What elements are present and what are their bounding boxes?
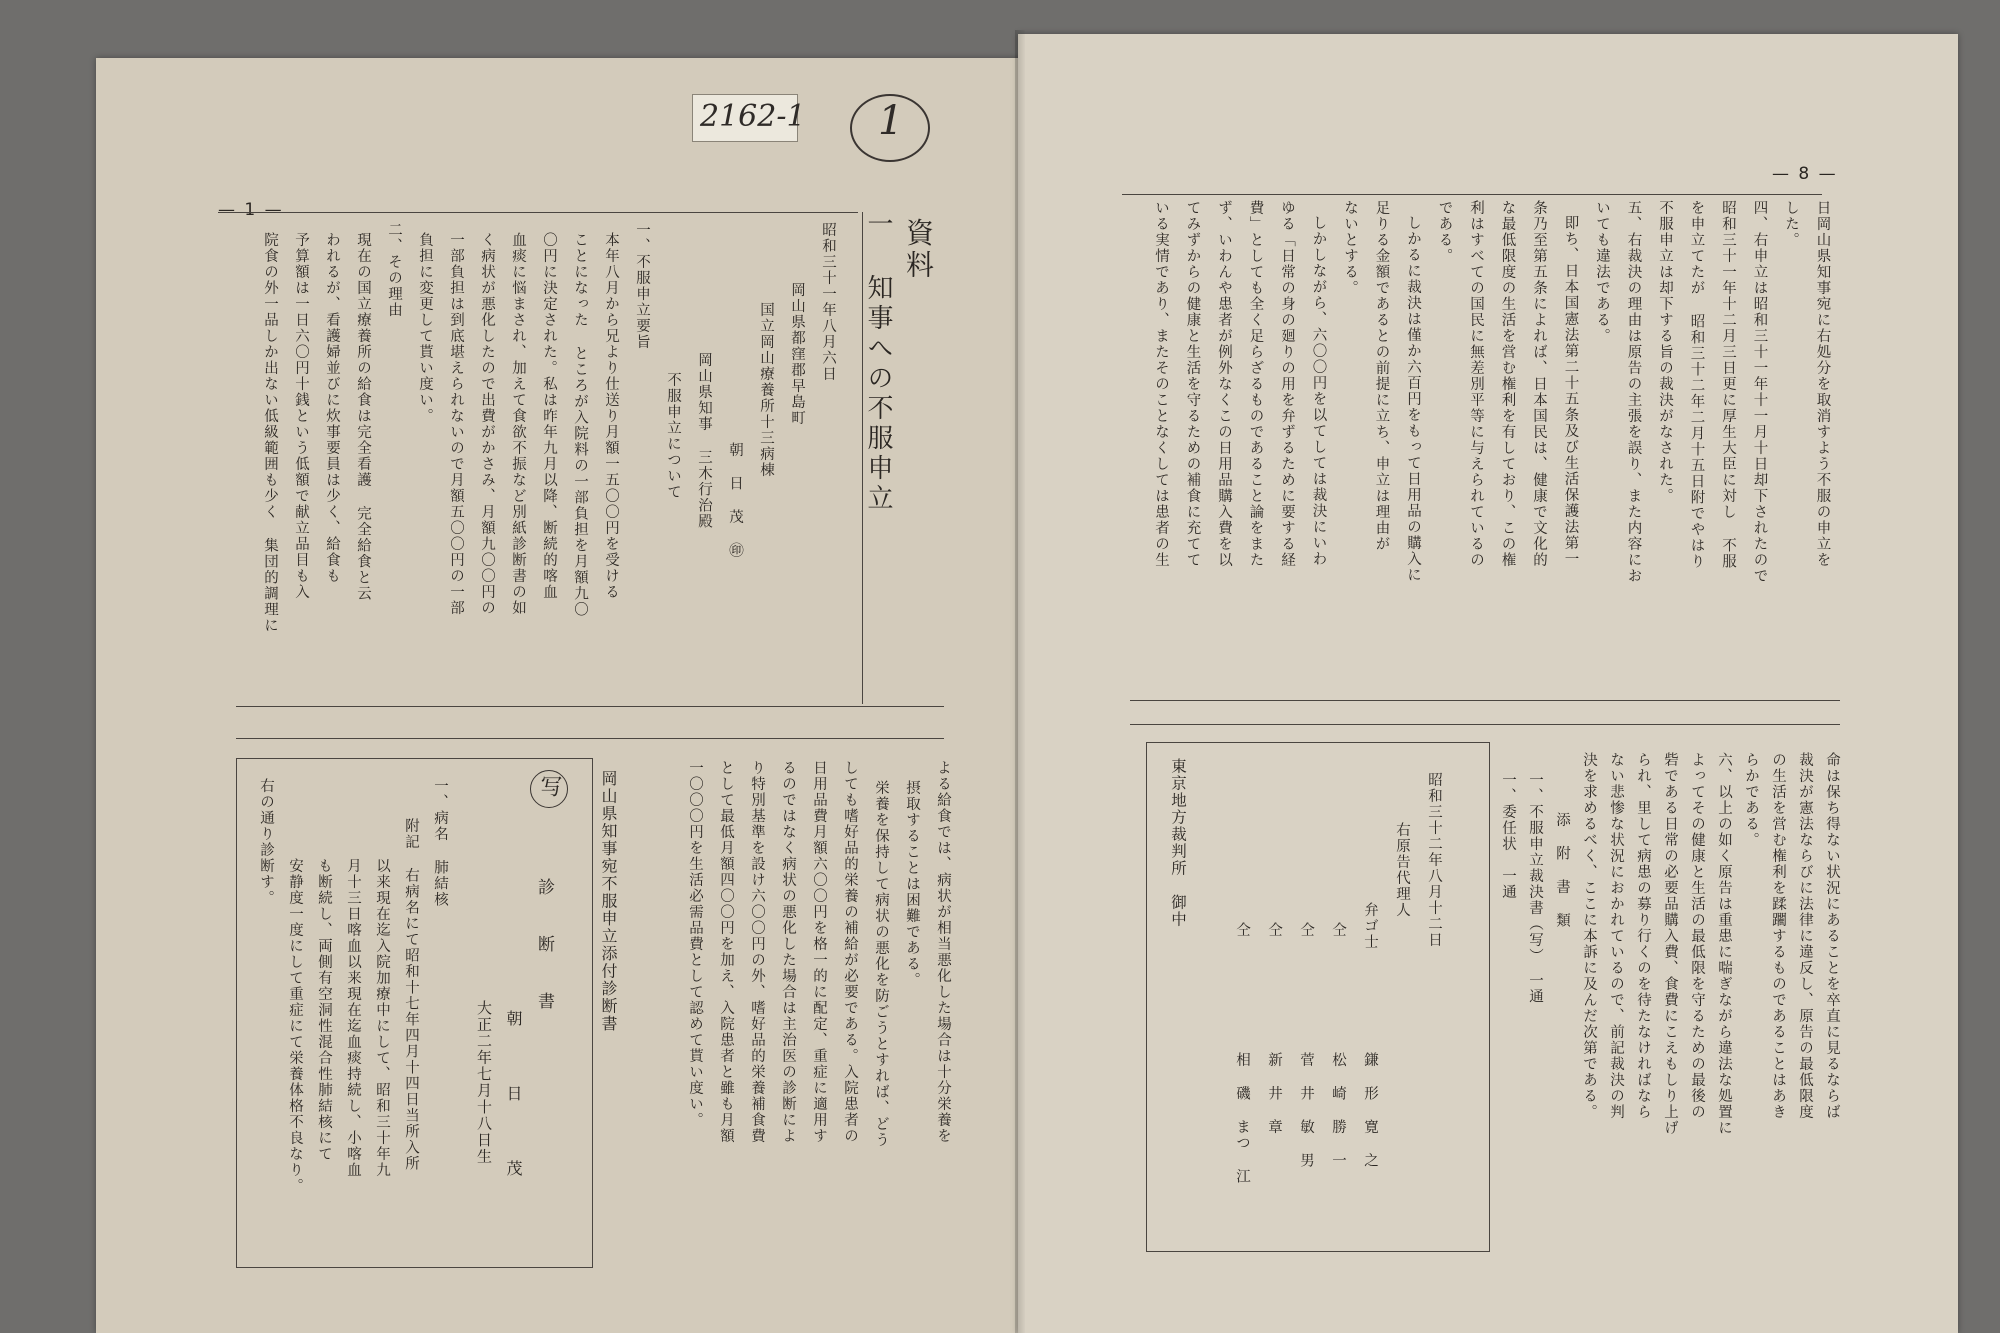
diagnosis-line: 一、病名 肺結核 xyxy=(432,778,448,908)
right-bottom-line: 裁決が憲法ならびに法律に違反し、原告の最低限度 xyxy=(1797,752,1813,1120)
diagnosis-line: 以来現在迄入院加療中にして、昭和三十年九 xyxy=(374,858,390,1178)
right-top-line: 不服申立は却下する旨の裁決がなされた。 xyxy=(1657,200,1673,504)
lawyer-name: 鎌 形 寛 之 xyxy=(1362,1052,1378,1169)
letter-line: 一部負担は到底堪えられないので月額五〇〇円の一部 xyxy=(448,232,464,616)
right-top-line: いても違法である。 xyxy=(1594,200,1610,344)
letter-cont-line: 日用品費月額六〇〇円を格一的に配定、重症に適用す xyxy=(811,760,827,1144)
letter-cont-line: よる給食では、病状が相当悪化した場合は十分栄養を xyxy=(935,760,951,1144)
letter-line: 国立岡山療養所十三病棟 xyxy=(758,302,774,478)
diagnosis-line: 安静度一度にして重症にて栄養体格不良なり。 xyxy=(287,858,303,1194)
right-bottom-block xyxy=(1500,752,1845,1252)
archive-number: 2162-1 xyxy=(700,99,806,134)
ditto-mark: 仝 xyxy=(1266,922,1282,938)
letter-cont-line: るのではなく病状の悪化した場合は主治医の診断によ xyxy=(780,760,796,1144)
right-bottom-line: らかである。 xyxy=(1743,752,1759,848)
letter-line: 岡山県知事 三木行治殿 xyxy=(696,352,712,530)
right-top-line: な最低限度の生活を営む権利を有しており、この権 xyxy=(1499,200,1516,568)
right-bottom-line: られ、里して病患の募り行くのを待たなければなら xyxy=(1635,752,1651,1120)
diagnosis-line: も断続し、両側有空洞性混合性肺結核にて xyxy=(316,858,332,1162)
signature-block xyxy=(1160,752,1480,1242)
letter-line: 予算額は一日六〇円十銭という低額で献立品目も入 xyxy=(293,232,309,600)
diagnosis-line: 月十三日喀血以来現在迄血痰持続し、小喀血 xyxy=(345,858,361,1178)
right-top-line: である。 xyxy=(1436,200,1453,264)
page-fold xyxy=(1015,30,1025,1333)
lawyer-name: 松 崎 勝 一 xyxy=(1330,1052,1346,1169)
letter-line: 一、不服申立要旨 xyxy=(634,222,650,350)
lawyer-title: 弁ゴ士 xyxy=(1362,902,1378,950)
letter-line: われるが、看護婦並びに炊事要員は少く、給食も xyxy=(324,232,340,584)
letter-cont-line: 一〇〇〇円を生活必需品費として認めて貰い度い。 xyxy=(687,760,703,1128)
right-top-line: 昭和三十一年十二月三日更に厚生大臣に対し 不服 xyxy=(1720,200,1736,570)
letter-line: 不服申立について xyxy=(665,372,681,500)
right-bottom-line: 一、不服申立裁決書（写） 一通 xyxy=(1527,772,1543,1005)
diagnosis-lines xyxy=(245,778,455,1258)
signature-date: 昭和三十二年八月十二日 xyxy=(1426,772,1442,948)
right-top-rule xyxy=(1122,194,1822,195)
letter-line: 岡山県都窪郡早島町 xyxy=(789,282,805,426)
ditto-mark: 仝 xyxy=(1298,922,1314,938)
right-top-line: を申立てたが 昭和三十二年二月十五日附でやはり xyxy=(1688,200,1705,570)
right-bottom-line: 一、委任状 一通 xyxy=(1500,772,1516,900)
right-top-line: 利はすべての国民に無差別平等に与えられているの xyxy=(1468,200,1484,568)
right-top-line: 日岡山県知事宛に右処分を取消すよう不服の申立を xyxy=(1814,200,1831,568)
right-top-line: ゆる「日常の身の廻りの用を弁ずるために要する経 xyxy=(1279,200,1295,568)
letter-block xyxy=(235,212,845,702)
right-top-line: ないとする。 xyxy=(1342,200,1358,296)
right-bottom-line: よってその健康と生活の最低限を守るための最後の xyxy=(1689,752,1705,1120)
right-top-line: 即ち、日本国憲法第二十五条及び生活保護法第一 xyxy=(1562,215,1579,567)
left-page-number: — 1 — xyxy=(218,200,284,220)
right-top-line: 四、右申立は昭和三十一年十一月十日却下されたので xyxy=(1751,200,1768,584)
right-top-block xyxy=(1120,200,1840,700)
right-page-number: — 8 — xyxy=(1772,164,1838,184)
lawyer-name: 菅 井 敏 男 xyxy=(1298,1052,1314,1169)
right-mid-rule-2 xyxy=(1130,724,1840,725)
letter-line: 〇円に決定された。私は昨年九月以降、断続的喀血 xyxy=(541,232,557,600)
resource-title: 一 知事への不服申立 xyxy=(863,210,893,514)
letter-line: ことになった ところが入院料の一部負担を月額九〇 xyxy=(572,232,588,618)
circled-number: 1 xyxy=(878,98,904,144)
right-top-line: しかるに裁決は僅か六百円をもって日用品の購入に xyxy=(1405,215,1421,583)
left-mid-rule-1 xyxy=(236,706,944,707)
diagnosis-birth: 大正二年七月十八日生 xyxy=(475,1000,493,1165)
letter-cont-line: しても嗜好品的栄養の補給が必要である。入院患者の xyxy=(842,760,858,1144)
diagnosis-stamp-text: 写 xyxy=(537,775,562,799)
resource-label: 資料 xyxy=(902,218,935,282)
right-bottom-line: 命は保ち得ない状況にあることを卒直に見るならば xyxy=(1824,752,1840,1120)
right-bottom-line: ない悲惨な状況におかれているので、前記裁決の判 xyxy=(1608,752,1624,1120)
letter-line: 本年八月から兄より仕送り月額一五〇〇円を受ける xyxy=(603,232,619,600)
right-bottom-line: 六、以上の如く原告は重患に喘ぎながら違法な処置に xyxy=(1716,752,1732,1136)
right-mid-rule-1 xyxy=(1130,700,1840,701)
diagnosis-line: 右の通り診断す。 xyxy=(258,778,274,906)
letter-line: 昭和三十一年八月六日 xyxy=(820,222,836,382)
right-bottom-line: 砦である日常の必要品購入費、食費にこえもしり上げ xyxy=(1662,752,1678,1136)
court-name: 東京地方裁判所 御中 xyxy=(1169,758,1187,928)
letter-line: 負担に変更して貰い度い。 xyxy=(417,232,433,424)
right-top-line: 五、右裁決の理由は原告の主張を誤り、また内容にお xyxy=(1625,200,1642,584)
letter-line: 現在の国立療養所の給食は完全看護 完全給食と云 xyxy=(355,232,371,602)
right-top-line: した。 xyxy=(1783,200,1799,248)
letter-line: 血痰に悩まされ、加えて食欲不振など別紙診断書の如 xyxy=(510,232,526,616)
letter-line: 朝 日 茂 ㊞ xyxy=(727,442,743,559)
diagnosis-patient: 朝 日 茂 xyxy=(504,1010,523,1196)
right-top-line: 足りる金額であるとの前提に立ち、申立は理由が xyxy=(1373,200,1390,552)
right-bottom-line: 添 附 書 類 xyxy=(1554,812,1570,929)
letter-cont-line: 栄養を保持して病状の悪化を防ごうとすれば、どう xyxy=(873,780,889,1148)
right-top-line: いる実情であり、またそのことなくしては患者の生 xyxy=(1153,200,1169,568)
right-top-line: 条乃至第五条によれば、日本国民は、健康で文化的 xyxy=(1531,200,1547,568)
right-top-line: 費」としても全く足らざるものであること論をまた xyxy=(1247,200,1264,568)
letter-line: く病状が悪化したので出費がかさみ、月額九〇〇円の xyxy=(479,232,495,616)
right-bottom-line: の生活を営む権利を蹂躙するものであることはあき xyxy=(1770,752,1786,1120)
diagnosis-line: 附記 右病名にて昭和十七年四月十四日当所入所 xyxy=(403,818,419,1172)
letter-line: 二、その理由 xyxy=(386,222,402,318)
right-bottom-line: 決を求めるべく、ここに本訴に及んだ次第である。 xyxy=(1581,752,1597,1120)
letter-cont-line: り特別基準を設け六〇〇円の外、嗜好品的栄養補食費 xyxy=(749,760,765,1144)
lawyer-name: 相 磯 まつ 江 xyxy=(1234,1052,1250,1185)
right-top-line: てみずからの健康と生活を守るための補食に充てて xyxy=(1184,200,1201,568)
left-mid-rule-2 xyxy=(236,738,944,739)
letter-cont-line: 摂取することは困難である。 xyxy=(904,780,920,988)
ditto-mark: 仝 xyxy=(1330,922,1346,938)
letter-cont-block xyxy=(640,760,960,1250)
ditto-mark: 仝 xyxy=(1234,922,1250,938)
letter-cont-line: として最低月額四〇〇円を加え、入院患者と雖も月額 xyxy=(718,760,734,1144)
lawyer-name: 新 井 章 xyxy=(1266,1052,1282,1135)
diagnosis-title: 診 断 書 xyxy=(534,878,554,1019)
right-top-line: しかしながら、六〇〇円を以てしては裁決にいわ xyxy=(1310,215,1327,567)
right-top-line: ず、いわんや患者が例外なくこの日用品購入費を以 xyxy=(1216,200,1232,568)
signature-role: 右原告代理人 xyxy=(1394,822,1410,918)
letter-line: 院食の外一品しか出ない低級範囲も少く 集団的調理に xyxy=(262,232,278,634)
attachment-title: 岡山県知事宛不服申立添付診断書 xyxy=(599,770,618,1033)
